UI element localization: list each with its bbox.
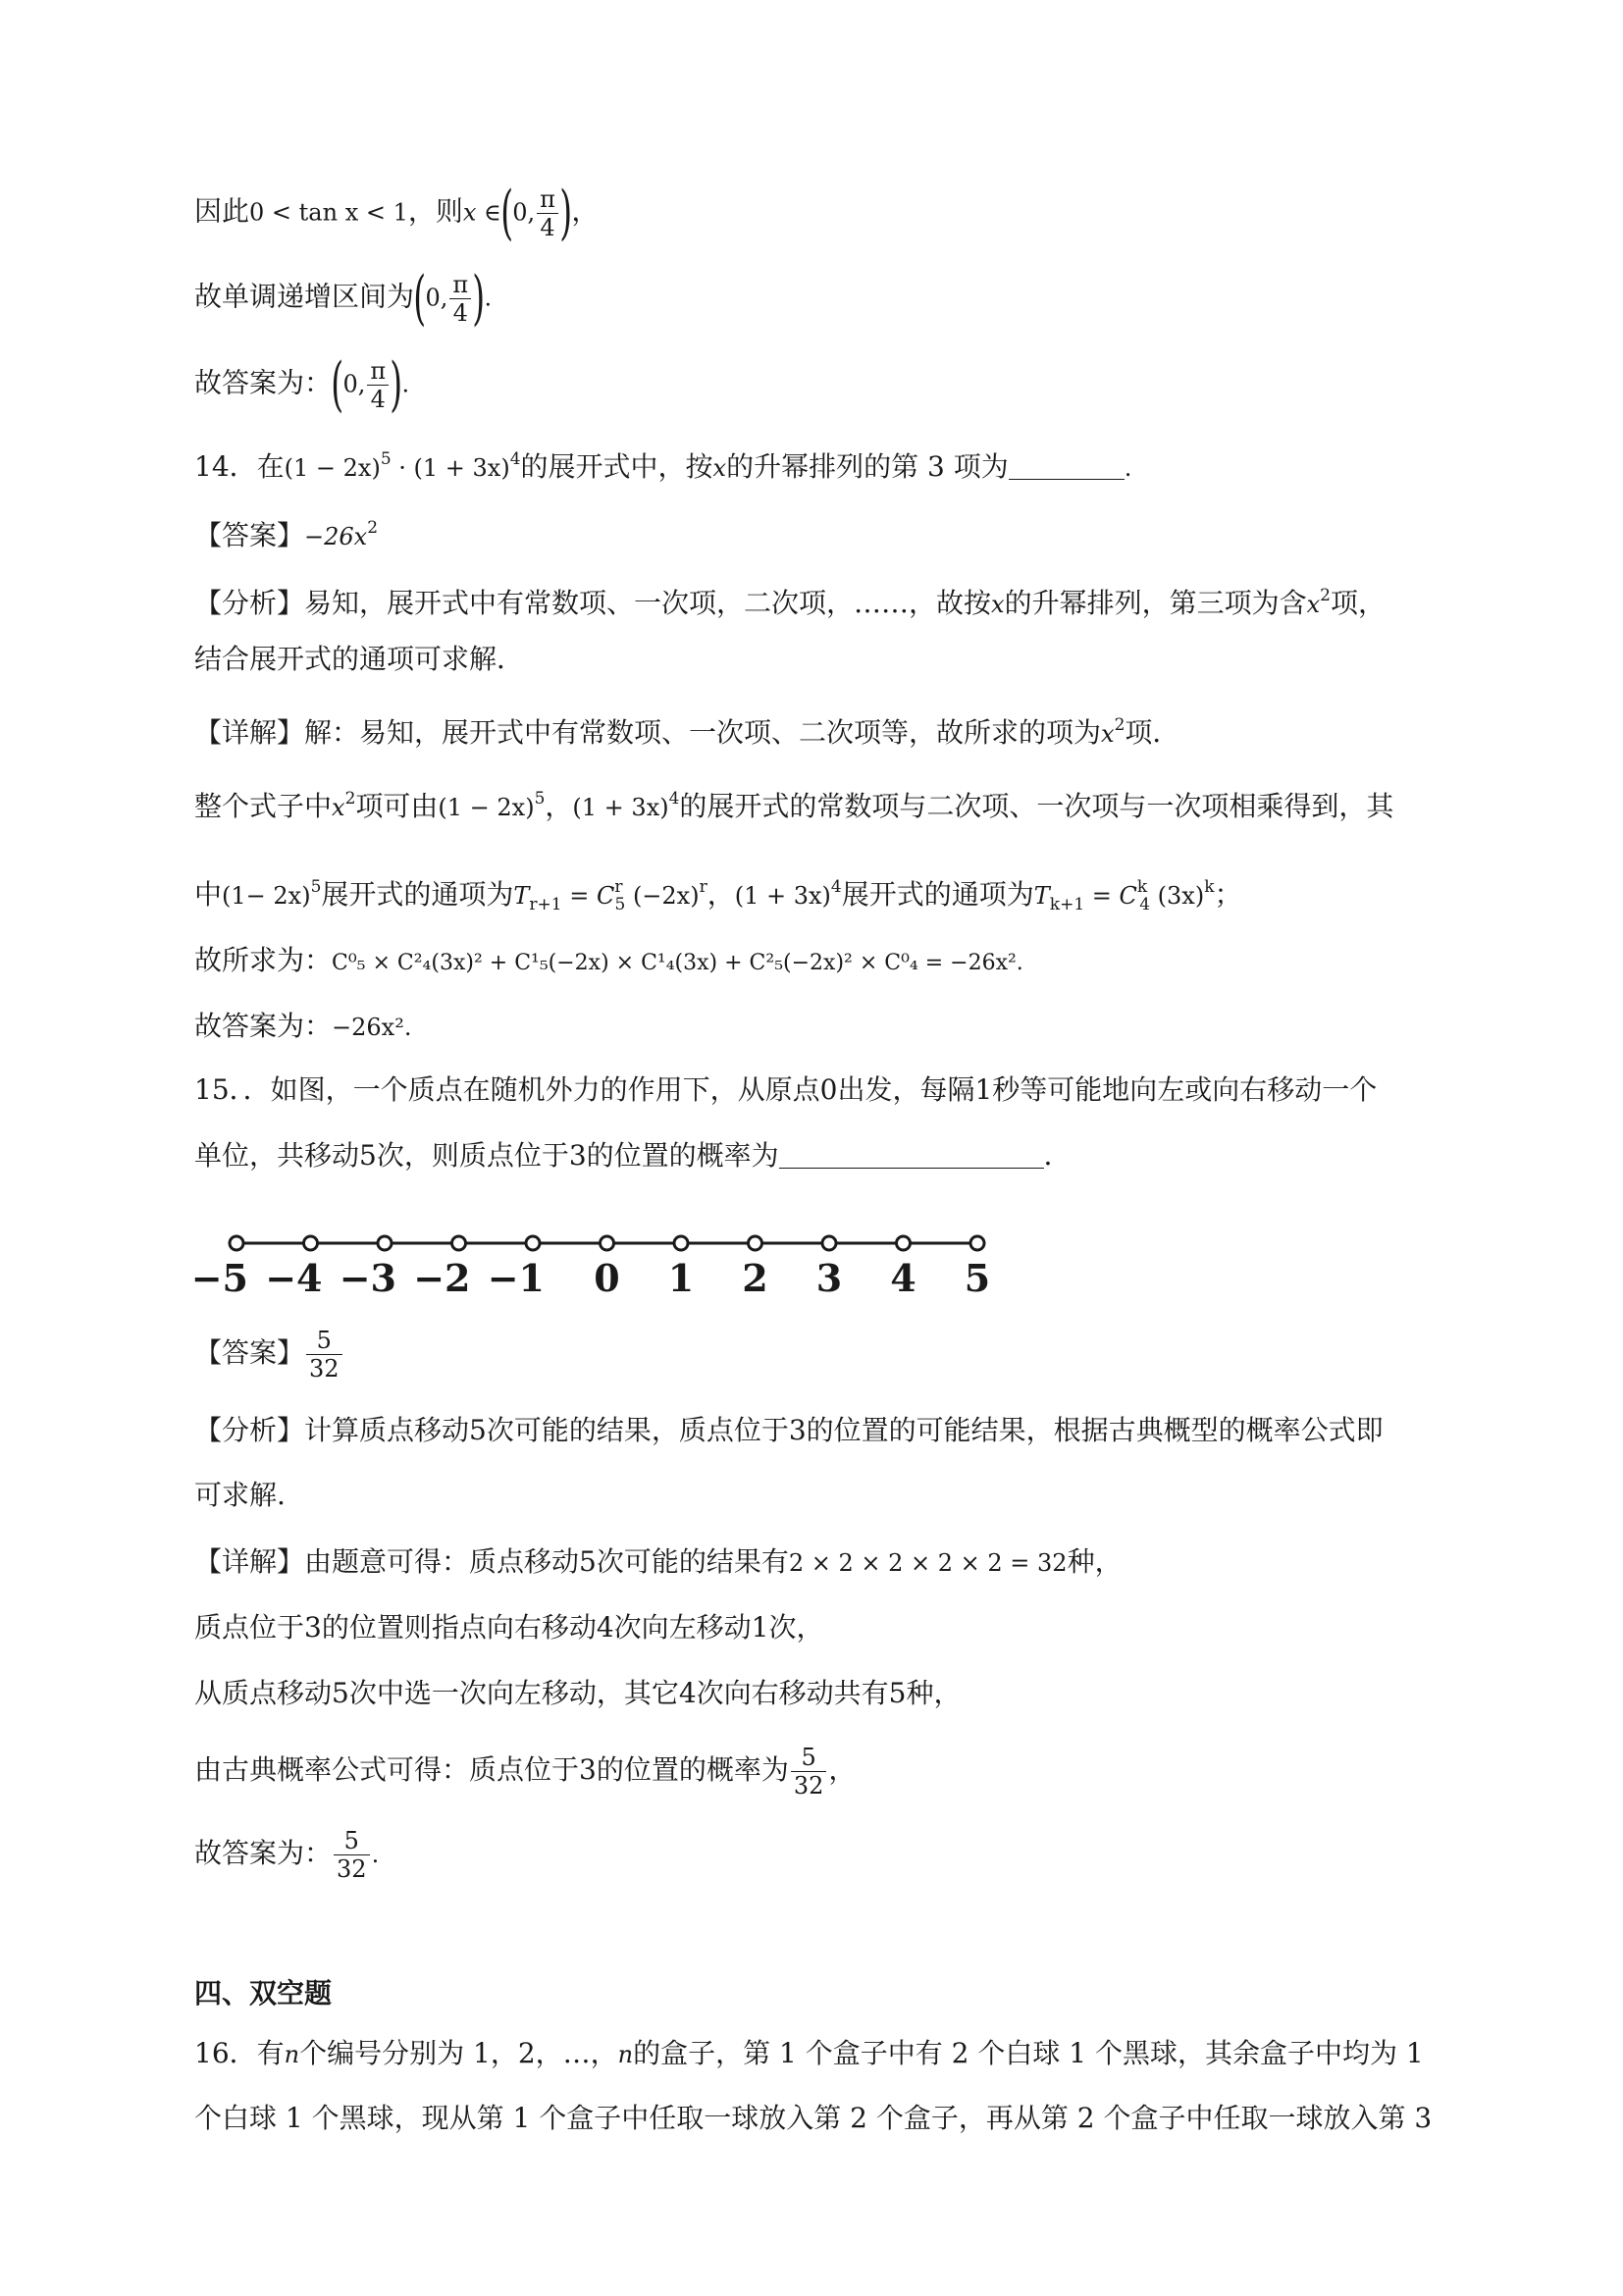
- left-paren: (: [413, 264, 427, 333]
- exponent: 4: [509, 449, 521, 469]
- fraction-pi-over-4: $\frac{\pi}{4}$: [449, 271, 471, 327]
- math: (1− 2x): [222, 882, 311, 910]
- math-zero: 0,: [425, 284, 448, 312]
- math-n: n: [617, 2041, 634, 2068]
- answer-blank: [779, 1168, 1044, 1169]
- answer-blank: [1009, 479, 1125, 480]
- text: 的展开式中，按: [520, 450, 713, 483]
- number-line-point: [304, 1236, 318, 1250]
- question-16-line-2: [194, 2099, 1432, 2138]
- text: 展开式的通项为: [841, 878, 1034, 911]
- exponent: k: [1204, 877, 1215, 897]
- text: 结合展开式的通项可求解．: [194, 643, 525, 675]
- math-x: x: [332, 794, 345, 821]
- text: 15．．如图，一个质点在随机外力的作用下，从原点0出发，每隔1秒等可能地向左或向右移动一个: [194, 1073, 1378, 1106]
- text: 故单调递增区间为: [194, 280, 415, 313]
- text: 个编号分别为 1，2，…，: [299, 2037, 618, 2069]
- number-line-label: −4: [265, 1256, 323, 1300]
- text: 故答案为：: [194, 1010, 333, 1042]
- question-15-line-2: [194, 1136, 1072, 1175]
- math: (1 + 3x): [572, 794, 669, 821]
- text: 易知，展开式中有常数项、一次项，二次项，……，故按: [304, 587, 992, 619]
- text: 的升幂排列的第 3 项为: [726, 450, 1009, 483]
- text: 的升幂排列，第三项为含: [1004, 587, 1307, 619]
- question-14: [194, 440, 1131, 488]
- exponent: 2: [367, 518, 379, 538]
- subscript: k+1: [1049, 895, 1085, 914]
- superscript: k: [1136, 877, 1148, 897]
- right-paren: ): [559, 179, 573, 247]
- number-line-point: [230, 1236, 243, 1250]
- text: 个白球 1 个黑球，现从第 1 个盒子中任取一球放入第 2 个盒子，再从第 2 个盒子中任取一球放入第 3: [194, 2102, 1433, 2134]
- number-line-point: [378, 1236, 392, 1250]
- text: 故所求为：: [194, 944, 333, 976]
- text: 由古典概率公式可得：质点位于3的位置的概率为: [194, 1753, 789, 1786]
- number-line-point: [452, 1236, 466, 1250]
- number-line-label: 0: [594, 1256, 620, 1300]
- math: (1 − 2x): [438, 794, 535, 821]
- number-line-point: [822, 1236, 836, 1250]
- text: 整个式子中: [194, 790, 333, 822]
- number-line-label: 3: [815, 1256, 843, 1300]
- fraction-pi-over-4: $\frac{\pi}{4}$: [537, 185, 558, 241]
- question-15-line-1: [194, 1070, 1377, 1110]
- math: (3x): [1150, 882, 1205, 910]
- text: ，: [707, 878, 735, 911]
- exponent: 5: [310, 877, 322, 897]
- fraction-5-over-32: $\frac{5}{32}$: [791, 1744, 827, 1800]
- text: 因此: [194, 194, 250, 228]
- text: 故答案为：: [194, 1837, 333, 1869]
- text: 单位，共移动5次，则质点位于3的位置的概率为: [194, 1139, 779, 1172]
- answer-tag: 【答案】: [194, 1336, 305, 1369]
- text: ，则: [407, 194, 463, 228]
- text: 由题意可得：质点移动5次可能的结果有: [304, 1545, 789, 1578]
- right-paren: ): [390, 350, 403, 419]
- number-line-label: −3: [339, 1256, 396, 1300]
- number-line-labels: [191, 1256, 990, 1300]
- punct: ，: [571, 194, 600, 228]
- math-n: n: [284, 2041, 300, 2068]
- math: (−2x): [625, 882, 700, 910]
- text: 故答案为：: [194, 366, 333, 399]
- number-line-point: [749, 1236, 762, 1250]
- text: ，: [828, 1753, 857, 1786]
- answer-tag: 【答案】: [194, 519, 305, 551]
- analysis-15-line-2: [194, 1476, 286, 1515]
- math: = C: [1084, 882, 1137, 910]
- exponent: 4: [668, 789, 680, 809]
- detail-14-line-3: [194, 867, 1242, 924]
- number-line-label: 2: [742, 1256, 768, 1300]
- math: (1 + 3x): [734, 882, 831, 910]
- detail-15-line-5: [194, 1827, 379, 1883]
- analysis-14-line-1: [194, 576, 1386, 624]
- exponent: 2: [1114, 715, 1126, 735]
- right-paren: ): [472, 264, 486, 333]
- text: 14．在: [194, 450, 285, 483]
- section-heading: [194, 1974, 332, 2013]
- math: = C: [561, 882, 615, 910]
- math-inequality: 0 < tan x < 1: [249, 198, 408, 227]
- math: 2 × 2 × 2 × 2 × 2 = 32: [788, 1549, 1068, 1577]
- math: (1 − 2x): [284, 454, 381, 482]
- punct: .: [1124, 454, 1132, 482]
- analysis-tag: 【分析】: [194, 587, 305, 619]
- number-line-point: [526, 1236, 540, 1250]
- detail-14-line-4: [194, 941, 1023, 983]
- detail-14-line-5: [194, 1007, 411, 1047]
- math-zero: 0,: [512, 198, 536, 227]
- exponent: 5: [534, 789, 546, 809]
- math-zero: 0,: [342, 370, 366, 398]
- left-paren: (: [500, 179, 513, 247]
- math: T: [513, 882, 530, 910]
- math-formula: C⁰₅ × C²₄(3x)² + C¹₅(−2x) × C¹₄(3x) + C²₅(−2x)² × C⁰₄ = −26x².: [332, 951, 1023, 975]
- subscript: 5: [614, 895, 626, 914]
- text: 项．: [1125, 716, 1180, 749]
- text: 项可由: [355, 790, 439, 822]
- text: 可求解.: [194, 1479, 286, 1511]
- text: 16．有: [194, 2037, 285, 2069]
- question-16-line-1: [194, 2034, 1424, 2074]
- math-x: x: [712, 454, 727, 482]
- exponent: 2: [344, 789, 356, 809]
- number-line-point: [674, 1236, 688, 1250]
- detail-15-line-3: [194, 1674, 961, 1713]
- exponent: 2: [1320, 586, 1331, 605]
- number-line-label: 4: [890, 1256, 916, 1300]
- math: ·: [391, 454, 414, 482]
- math-x-in: x ∈: [462, 198, 501, 227]
- math-x: x: [1306, 591, 1321, 618]
- text: 展开式的通项为: [321, 878, 514, 911]
- answer-14: [194, 508, 378, 556]
- math-x: x: [991, 591, 1005, 618]
- detail-tag: 【详解】: [194, 1545, 305, 1578]
- fraction-5-over-32: $\frac{5}{32}$: [334, 1827, 370, 1883]
- text: ．: [1043, 1139, 1072, 1172]
- number-line-label: −2: [413, 1256, 471, 1300]
- detail-14-line-2: [194, 779, 1393, 827]
- analysis-14-line-2: [194, 640, 524, 679]
- answer-15: [194, 1327, 344, 1383]
- punct: .: [401, 370, 410, 398]
- exponent: r: [699, 877, 707, 897]
- number-line-label: 1: [667, 1256, 695, 1300]
- number-line-label: 5: [964, 1256, 991, 1300]
- exponent: 5: [380, 449, 392, 469]
- number-line-label: −1: [487, 1256, 545, 1300]
- fraction-5-over-32: $\frac{5}{32}$: [306, 1327, 342, 1383]
- text: ；: [1214, 878, 1242, 911]
- fraction-pi-over-4: $\frac{\pi}{4}$: [367, 357, 389, 413]
- detail-15-line-1: [194, 1542, 1123, 1583]
- number-line-label: −5: [191, 1256, 248, 1300]
- math: −26x².: [332, 1014, 412, 1041]
- text: 项，: [1330, 587, 1386, 619]
- text: 中: [194, 878, 223, 911]
- math: (1 + 3x): [413, 454, 510, 482]
- text: .: [371, 1841, 380, 1868]
- math: T: [1033, 882, 1050, 910]
- detail-15-line-2: [194, 1608, 823, 1647]
- text: ，: [545, 790, 573, 822]
- math-x: x: [1101, 720, 1115, 748]
- punct: .: [484, 284, 493, 312]
- superscript: r: [614, 877, 623, 897]
- line-2: [194, 264, 493, 333]
- text: 质点位于3的位置则指点向右移动4次向左移动1次，: [194, 1611, 824, 1644]
- text: 解：易知，展开式中有常数项、一次项、二次项等，故所求的项为: [304, 716, 1102, 749]
- line-3: [194, 350, 410, 419]
- analysis-15-line-1: [194, 1411, 1384, 1450]
- text: 的展开式的常数项与二次项、一次项与一次项相乘得到，其: [679, 790, 1394, 822]
- subscript: 4: [1139, 895, 1151, 914]
- analysis-tag: 【分析】: [194, 1414, 305, 1446]
- text: 计算质点移动5次可能的结果，质点位于3的位置的可能结果，根据古典概型的概率公式即: [304, 1414, 1384, 1446]
- text: 四、双空题: [194, 1977, 333, 2009]
- detail-14-line-1: [194, 705, 1179, 754]
- detail-tag: 【详解】: [194, 716, 305, 749]
- line-1: [194, 179, 600, 247]
- exponent: 4: [830, 877, 842, 897]
- text: 种，: [1067, 1545, 1123, 1578]
- subscript: r+1: [529, 895, 562, 914]
- number-line-point: [897, 1236, 911, 1250]
- text: 的盒子，第 1 个盒子中有 2 个白球 1 个黑球，其余盒子中均为 1: [633, 2037, 1424, 2069]
- text: 从质点移动5次中选一次向左移动，其它4次向右移动共有5种，: [194, 1677, 962, 1709]
- number-line-point: [970, 1236, 984, 1250]
- number-line-point: [601, 1236, 614, 1250]
- number-line-figure: [191, 1226, 1006, 1310]
- detail-15-line-4: [194, 1744, 856, 1800]
- left-paren: (: [331, 350, 344, 419]
- math: −26x: [304, 523, 368, 550]
